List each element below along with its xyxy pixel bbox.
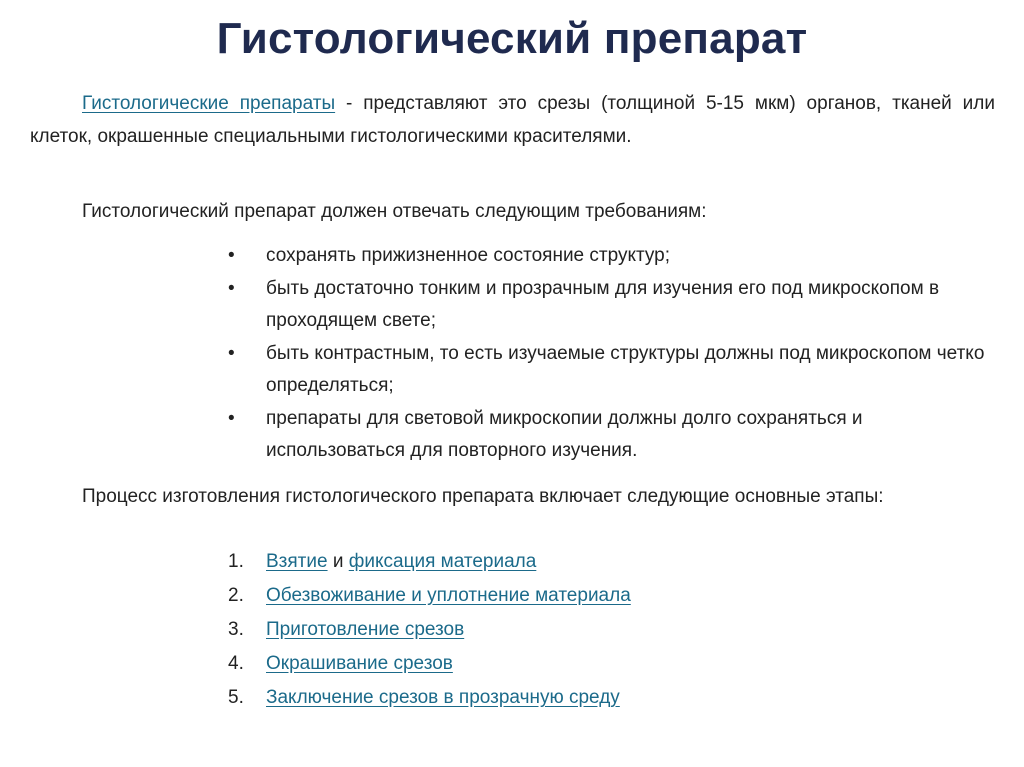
bullet-icon: • [228,245,235,266]
list-item [228,579,928,613]
list-item [228,647,928,681]
step-number: 1. [228,551,244,572]
list-item [228,545,928,579]
list-item [228,613,928,647]
process-intro: Процесс изготовления гистологического препарата включает следующие основные этапы: [82,486,884,507]
list-item [228,338,998,402]
step-fixation-link[interactable]: фиксация материала [348,551,537,572]
requirement-text: быть достаточно тонким и прозрачным для изучения его под микроскопом в проходящем свете; [266,278,940,331]
bullet-icon: • [228,343,235,364]
step-mounting-link[interactable]: Заключение срезов в прозрачную среду [266,687,620,708]
step-number: 4. [228,653,244,674]
requirement-text: сохранять прижизненное состояние структур; [266,245,671,266]
intro-paragraph [30,87,995,153]
step-dehydration-link[interactable]: Обезвоживание и уплотнение материала [266,585,631,606]
requirement-text: быть контрастным, то есть изучаемые структуры должны под микроскопом четко определяться; [266,343,985,396]
step-number: 5. [228,687,244,708]
list-item [228,403,998,467]
step-staining-link[interactable]: Окрашивание срезов [266,653,453,674]
list-item [228,681,928,715]
requirements-list [228,240,998,468]
intro-text: - представляют это срезы (толщиной 5-15 мкм) органов, тканей или клеток, окрашенные специальными гистологическими красителями. [30,93,995,147]
step-joiner: и [327,551,349,572]
histological-preparations-link[interactable]: Гистологические препараты [82,93,336,114]
step-sectioning-link[interactable]: Приготовление срезов [266,619,465,640]
requirement-text: препараты для световой микроскопии должны долго сохраняться и использоваться для повторного изучения. [266,408,863,461]
list-item [228,240,998,272]
requirements-intro: Гистологический препарат должен отвечать следующим требованиям: [82,201,707,222]
step-taking-link[interactable]: Взятие [266,551,328,572]
page-title: Гистологический препарат [216,14,808,63]
step-number: 2. [228,585,244,606]
bullet-icon: • [228,278,235,299]
list-item [228,273,998,337]
step-number: 3. [228,619,244,640]
process-steps-list [228,545,928,715]
bullet-icon: • [228,408,235,429]
